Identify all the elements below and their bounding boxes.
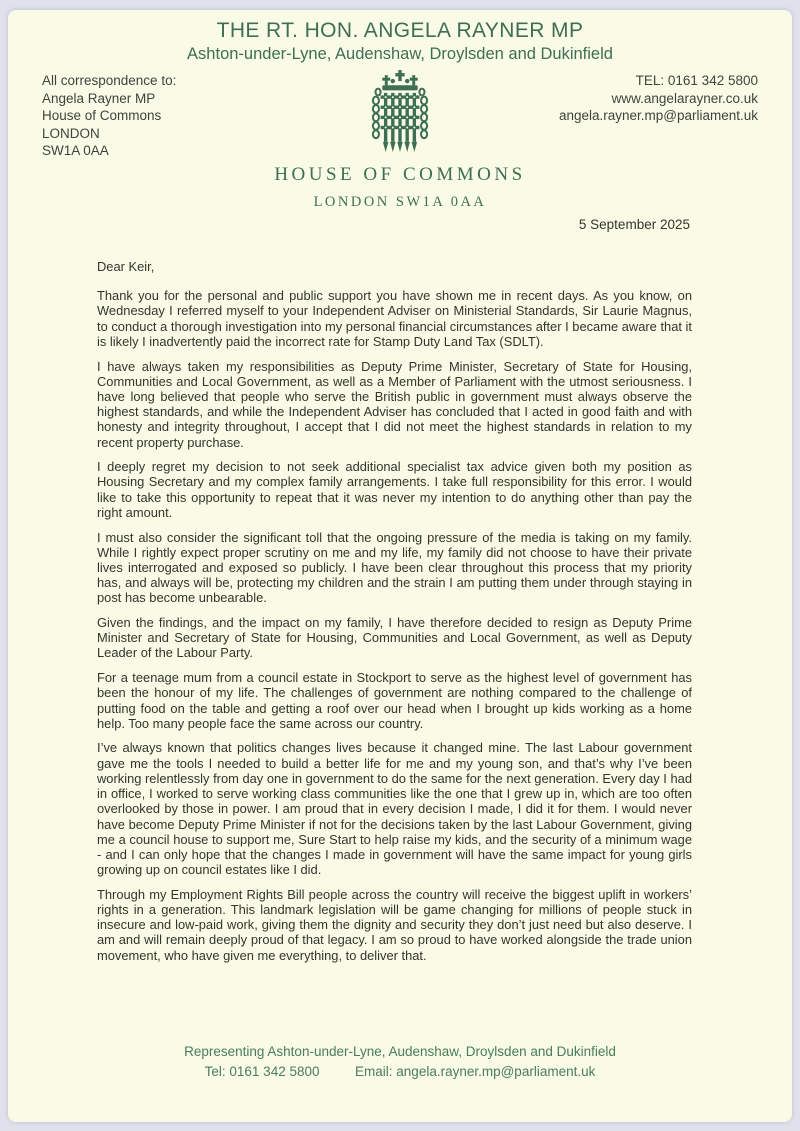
contact-website: www.angelarayner.co.uk	[611, 90, 758, 106]
letterhead-constituency: Ashton-under-Lyne, Audenshaw, Droylsden and Dukinfield	[187, 45, 613, 63]
institution-name: HOUSE OF COMMONS	[274, 164, 526, 185]
letterhead-title: THE RT. HON. ANGELA RAYNER MP	[216, 19, 584, 42]
paragraph-8: Through my Employment Rights Bill people across the country will receive the biggest uplift in workers’ rights in a generation. This landmark legislation will be game changing for millions of people stuck in insecure and low-paid work, giving them the dignity and security they don’t just need but also deserve. I am and will remain deeply proud of that legacy. I am so proud to have worked alongside the trade union movement, who have given me everything, to deliver that.	[97, 886, 692, 963]
correspondence-line: SW1A 0AA	[42, 143, 109, 158]
letter-body	[8, 232, 792, 963]
letter-page	[8, 10, 792, 1122]
paragraph-2: I have always taken my responsibilities as Deputy Prime Minister, Secretary of State for Housing, Communities and Local Government, as well as a Member of Parliament with the utmost seriousness. I have long believed that people who serve the British public in government must always observe the highest standards, and while the Independent Adviser has concluded that I acted in good faith and with honesty and integrity throughout, I accept that I did not meet the highest standards in relation to my recent property purchase.	[97, 358, 692, 450]
crest-column	[274, 69, 525, 211]
correspondence-line: Angela Rayner MP	[42, 90, 156, 106]
institution-address: LONDON SW1A 0AA	[313, 194, 487, 210]
correspondence-line: All correspondence to:	[42, 73, 177, 88]
paragraph-4: I must also consider the significant toll that the ongoing pressure of the media is taking on my family. While I rightly expect proper scrutiny on me and my life, my family did not choose to have their private lives interrogated and exposed so publicly. I have been clear throughout this process that my priority has, and always will be, protecting my children and the strain I am putting them under through staying in post has become unbearable.	[97, 529, 692, 606]
correspondence-line: House of Commons	[42, 108, 162, 123]
paragraph-7: I’ve always known that politics changes lives because it changed mine. The last Labour government gave me the tools I needed to build a better life for me and my young son, and that’s why I’ve been working relentlessly from day one in government to do the same for the next generation. Every day I had in office, I worked to serve working class communities like the one that I grew up in, which are too often overlooked by those in power. I am proud that in every decision I made, I did it for them. I would never have become Deputy Prime Minister if not for the decisions taken by the last Labour Government, giving me a council house to support me, Sure Start to help raise my kids, and the security of a minimum wage - and I can only hope that the changes I made in government will have the same impact for young girls growing up on council estates like I did.	[97, 740, 692, 878]
portcullis-crown-icon	[274, 69, 525, 159]
letterhead-row	[8, 64, 792, 211]
footer-contact	[8, 1062, 792, 1082]
contact-tel: TEL: 0161 342 5800	[635, 73, 758, 88]
correspondence-address	[42, 69, 274, 160]
letter-date: 5 September 2025	[578, 217, 690, 232]
paragraph-5: Given the findings, and the impact on my family, I have therefore decided to resign as Deputy Prime Minister and Secretary of State for Housing, Communities and Local Government, as well as Deputy Leader of the Labour Party.	[97, 615, 692, 661]
paragraph-1: Thank you for the personal and public support you have shown me in recent days. As you know, on Wednesday I referred myself to your Independent Adviser on Ministerial Standards, Sir Laurie Magnus, to conduct a thorough investigation into my personal financial circumstances after I became aware that it is likely I inadvertently paid the incorrect rate for Stamp Duty Land Tax (SDLT).	[97, 288, 692, 349]
paragraph-6: For a teenage mum from a council estate in Stockport to serve as the highest level of government has been the honour of my life. The challenges of government are nothing compared to the challenge of putting food on the table and getting a roof over our head when I brought up kids working as a home help. Too many people face the same across our country.	[97, 670, 692, 731]
footer-tel: Tel: 0161 342 5800	[204, 1064, 320, 1079]
salutation: Dear Keir,	[97, 259, 155, 274]
footer-representing: Representing Ashton-under-Lyne, Audenshaw, Droylsden and Dukinfield	[184, 1044, 616, 1059]
letter-footer	[8, 1042, 792, 1082]
contact-email: angela.rayner.mp@parliament.uk	[558, 108, 758, 123]
correspondence-line: LONDON	[42, 125, 100, 141]
contact-details	[526, 69, 758, 125]
paragraph-3: I deeply regret my decision to not seek additional specialist tax advice given both my position as Housing Secretary and my complex family arrangements. I take full responsibility for this error. I would like to take this opportunity to repeat that it was never my intention to do anything other than pay the right amount.	[97, 459, 692, 520]
footer-email: Email: angela.rayner.mp@parliament.uk	[355, 1064, 596, 1079]
